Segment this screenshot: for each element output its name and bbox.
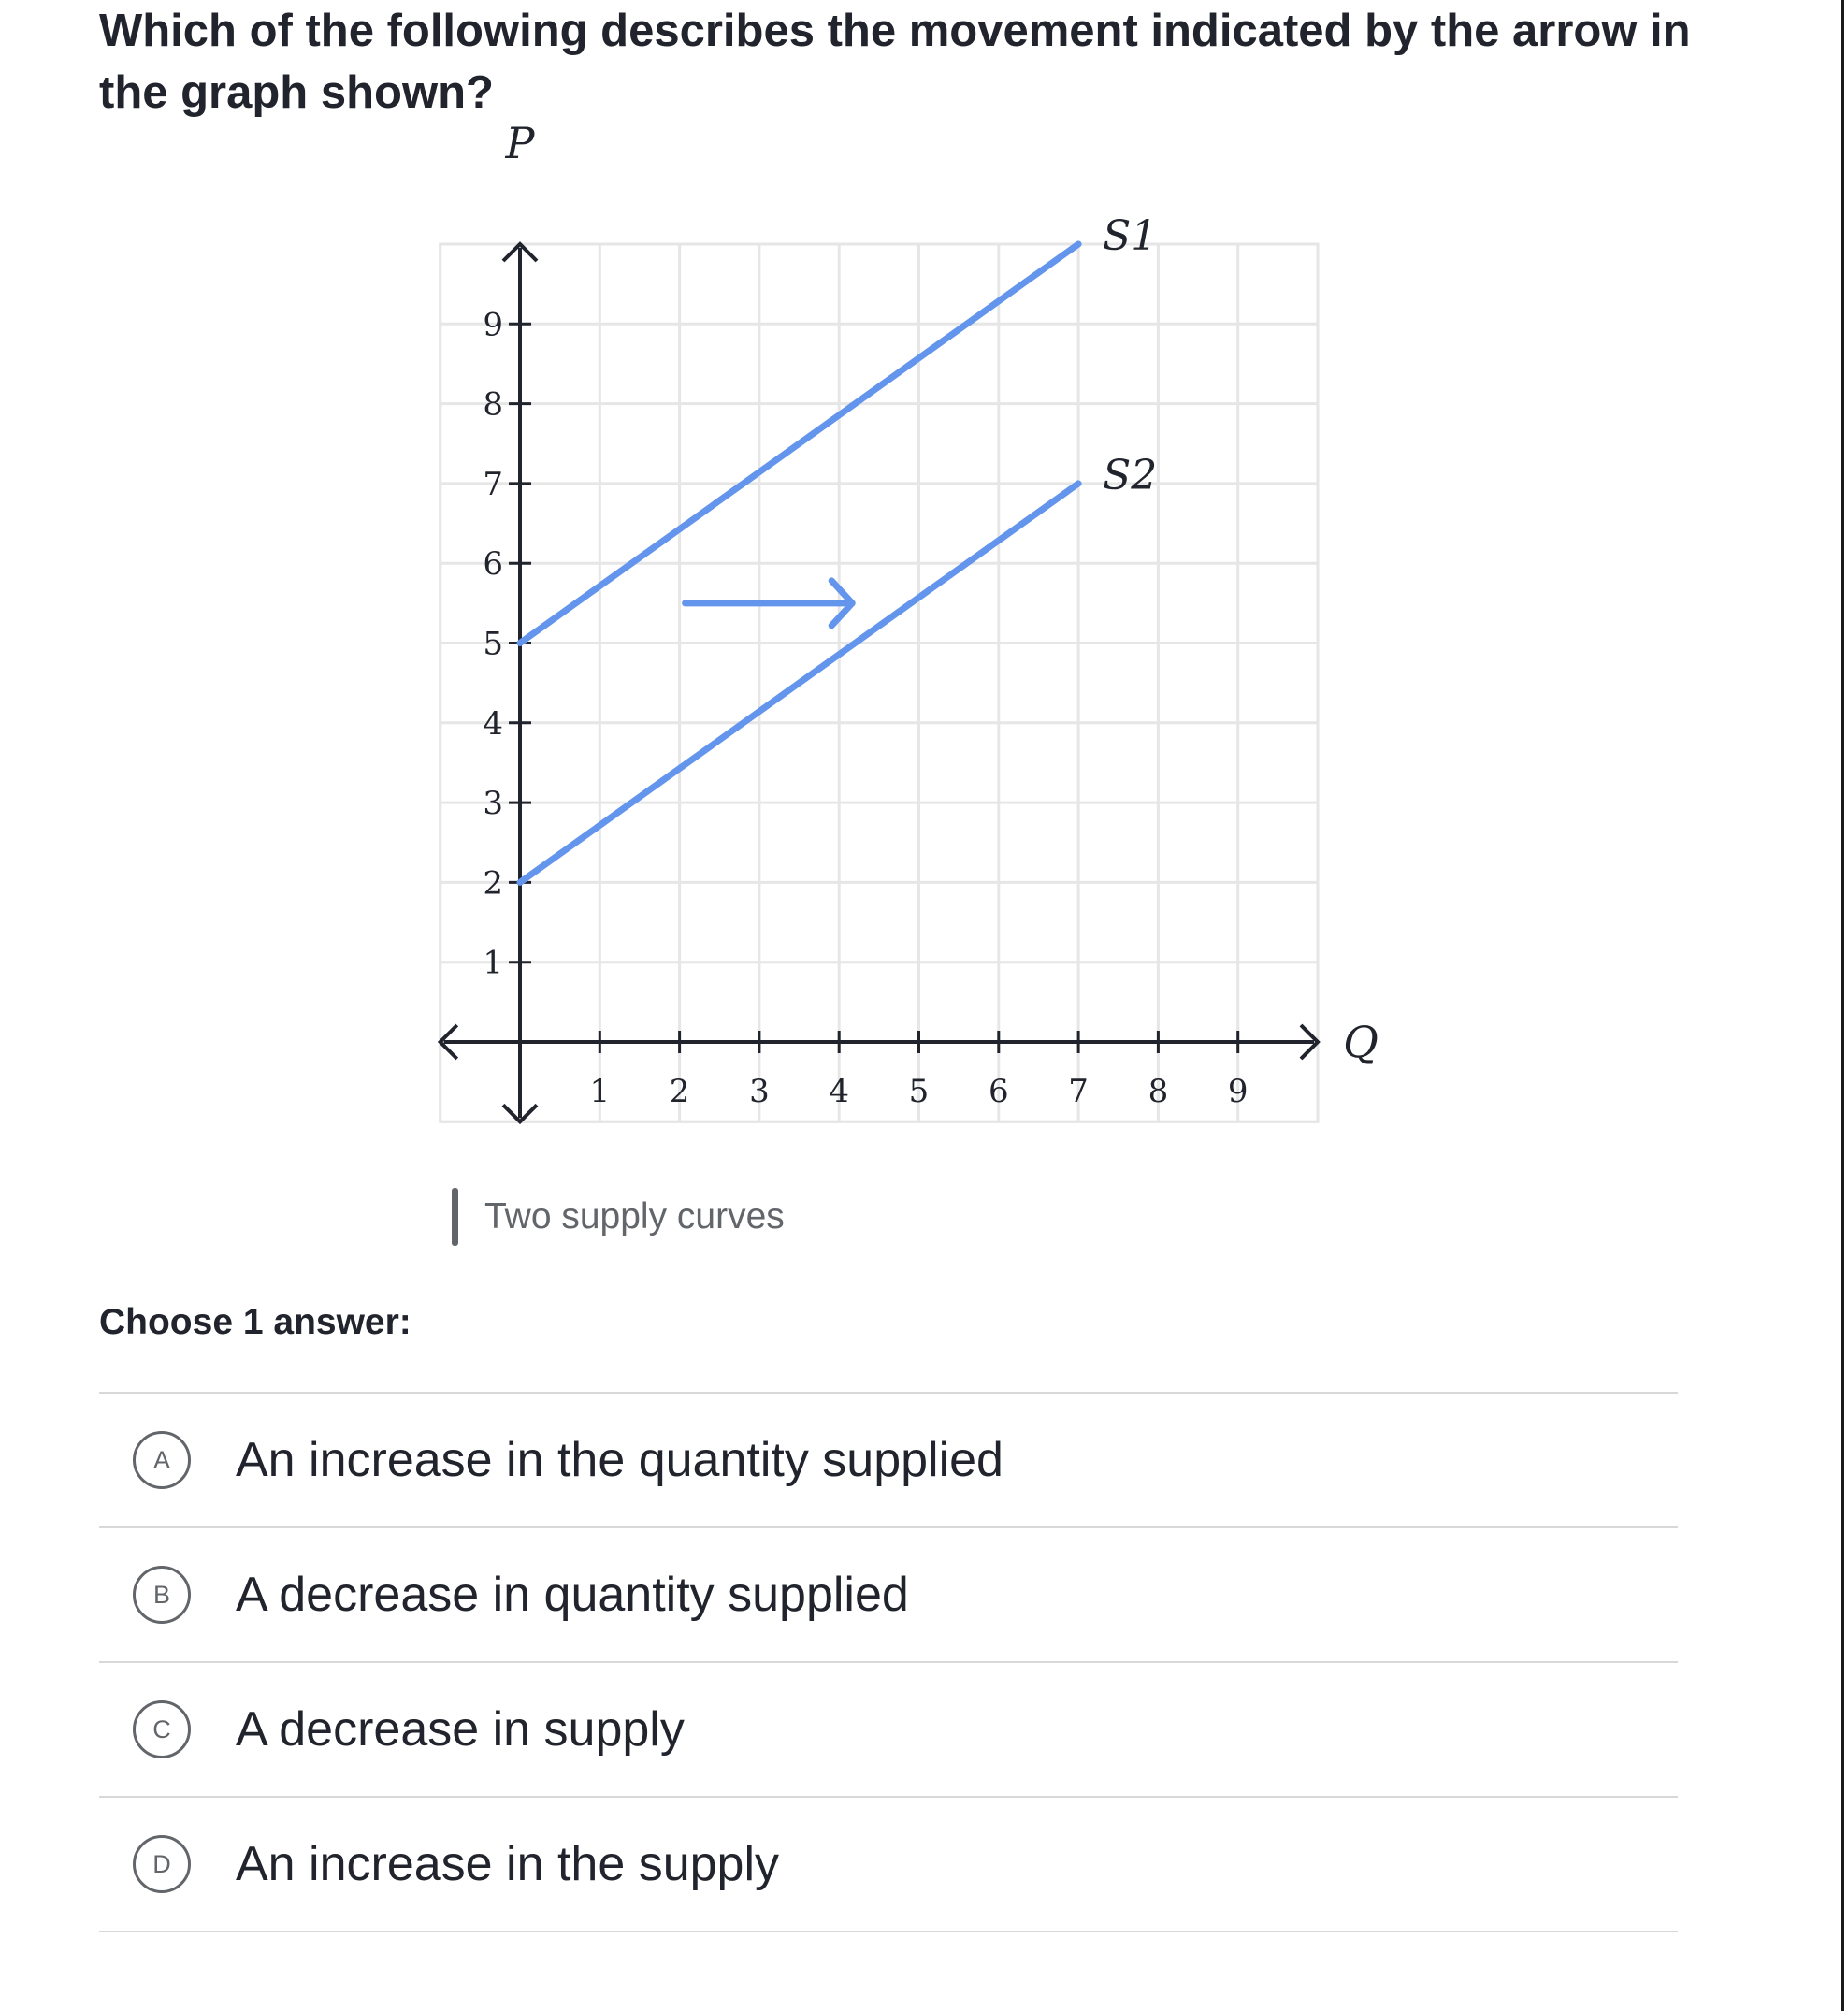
choice-c[interactable] xyxy=(99,1663,1678,1798)
x-tick-label: 8 xyxy=(1148,1073,1169,1110)
choice-b[interactable] xyxy=(99,1528,1678,1663)
plot-border xyxy=(440,244,1318,1121)
question-text: Which of the following describes the movement indicated by the arrow in the graph shown? xyxy=(99,6,1691,118)
choice-a-text: An increase in the quantity supplied xyxy=(236,1433,1003,1487)
supply-curve-label: S1 xyxy=(1103,212,1158,260)
choice-c-text: A decrease in supply xyxy=(236,1702,685,1757)
y-axis-title: P xyxy=(505,118,535,168)
choice-b-text: A decrease in quantity supplied xyxy=(236,1568,909,1622)
choice-d-text: An increase in the supply xyxy=(236,1837,780,1891)
answer-prompt: Choose 1 answer: xyxy=(99,1302,411,1342)
caption-text: Two supply curves xyxy=(484,1196,785,1237)
x-tick-label: 4 xyxy=(829,1073,850,1110)
x-tick-label: 9 xyxy=(1227,1073,1249,1110)
answer-choices xyxy=(99,1392,1678,1932)
x-tick-label: 1 xyxy=(589,1073,611,1110)
x-tick-label: 2 xyxy=(669,1073,690,1110)
graph-caption xyxy=(452,1188,785,1246)
y-tick-label: 4 xyxy=(483,704,503,743)
y-tick-label: 6 xyxy=(483,545,503,584)
x-tick-label: 6 xyxy=(988,1073,1009,1110)
choice-d[interactable] xyxy=(99,1798,1678,1932)
choice-b-radio[interactable]: B xyxy=(133,1566,191,1624)
x-tick-label: 7 xyxy=(1068,1073,1089,1110)
x-axis-title: Q xyxy=(1343,1017,1379,1067)
y-tick-label: 5 xyxy=(483,625,503,663)
y-tick-label: 2 xyxy=(483,864,503,903)
supply-curve-s1 xyxy=(520,244,1078,644)
supply-curve-s2 xyxy=(520,484,1078,883)
choice-d-radio[interactable]: D xyxy=(133,1835,191,1893)
y-tick-label: 9 xyxy=(483,306,503,344)
y-tick-label: 7 xyxy=(483,465,503,503)
caption-bar xyxy=(452,1188,458,1246)
y-tick-label: 3 xyxy=(483,785,503,823)
supply-curve-label: S2 xyxy=(1103,451,1158,499)
x-tick-label: 3 xyxy=(749,1073,770,1110)
x-tick-label: 5 xyxy=(908,1073,930,1110)
choice-a[interactable] xyxy=(99,1394,1678,1528)
choice-c-radio[interactable]: C xyxy=(133,1700,191,1758)
y-tick-label: 8 xyxy=(483,385,503,424)
choice-a-radio[interactable]: A xyxy=(133,1431,191,1489)
y-tick-label: 1 xyxy=(483,944,503,982)
